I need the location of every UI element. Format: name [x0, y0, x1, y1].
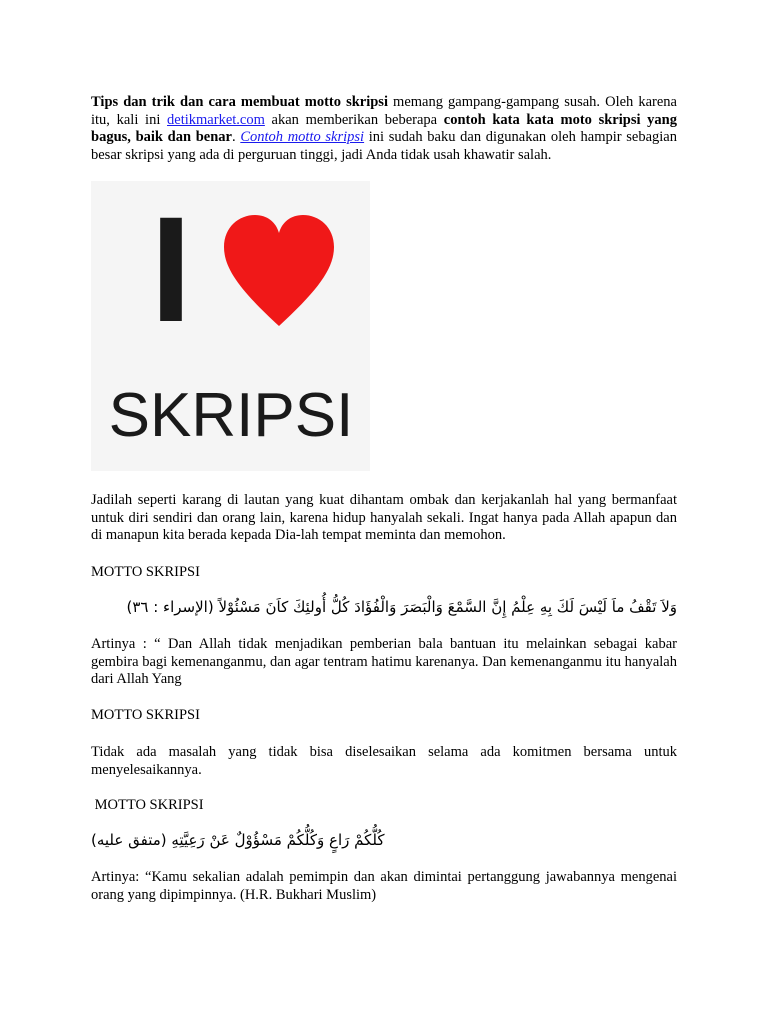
detikmarket-link[interactable]: detikmarket.com [167, 111, 265, 128]
intro-text-4: ini sudah baku dan digunakan oleh hampir sebagian besar skripsi yang ada di perguruan tinggi, jadi Anda tidak usah khawatir salah. [91, 129, 677, 163]
image-word-skripsi: SKRIPSI [108, 381, 354, 450]
paragraph-karang: Jadilah seperti karang di lautan yang kuat dihantam ombak dan kerjakanlah hal yang bermanfaat untuk diri sendiri dan orang lain, karena hidup hanyalah sekali. Ingat hanya pada Allah apapun dan di manapun kita berada kepada Dia-lah tempat meminta dan memohon. [91, 492, 677, 544]
intro-text-3: . [232, 129, 241, 146]
intro-bold-lead: Tips dan trik dan cara membuat motto skripsi [91, 94, 388, 110]
intro-bold-phrase: contoh kata kata moto skripsi yang bagus, baik dan benar [91, 111, 677, 146]
heading-motto-1: MOTTO SKRIPSI [91, 564, 200, 580]
intro-text-1: memang gampang-gampang susah. Oleh karena itu, kali ini [91, 94, 677, 128]
paragraph-artinya-2: Artinya: “Kamu sekalian adalah pemimpin dan akan dimintai pertanggung jawabannya mengenai orang yang dipimpinnya. (H.R. Bukhari Muslim) [91, 869, 677, 903]
paragraph-masalah: Tidak ada masalah yang tidak bisa diselesaikan selama ada komitmen bersama untuk menyelesaikannya. [91, 744, 677, 778]
i-love-skripsi-image [91, 181, 370, 471]
intro-text-2: akan memberikan beberapa [264, 111, 444, 128]
paragraph-artinya-1: Artinya : “ Dan Allah tidak menjadikan pemberian bala bantuan itu melainkan sebagai kabar gembira bagi kemenanganmu, dan agar tentram hatimu karenanya. Dan kemenanganmu itu hanyalah dari Allah Yang [91, 636, 677, 688]
contoh-motto-link[interactable]: Contoh motto skripsi [240, 129, 365, 146]
document-body [91, 94, 677, 164]
intro-paragraph [91, 94, 677, 164]
heading-motto-3: MOTTO SKRIPSI [91, 797, 204, 813]
heading-motto-2: MOTTO SKRIPSI [91, 707, 200, 723]
arabic-verse-1: وَلاَ تَقْفُ ماَ لَيْسَ لَكَ بِهِ عِلْمُ إِنَّ السَّمْعَ وَالْبَصَرَ وَالْفُؤَادَ كُلُّ أُولئِكَ كاَنَ مَسْئُوْلاً (الإسراء : ٣٦) [126, 598, 677, 616]
arabic-hadith: كُلُّكُمْ رَاعٍ وَكُلُّكُمْ مَسْؤُوْلٌ عَنْ رَعِيَّتِهِ (متفق عليه) [91, 831, 385, 849]
image-letter-i: I [150, 185, 192, 353]
